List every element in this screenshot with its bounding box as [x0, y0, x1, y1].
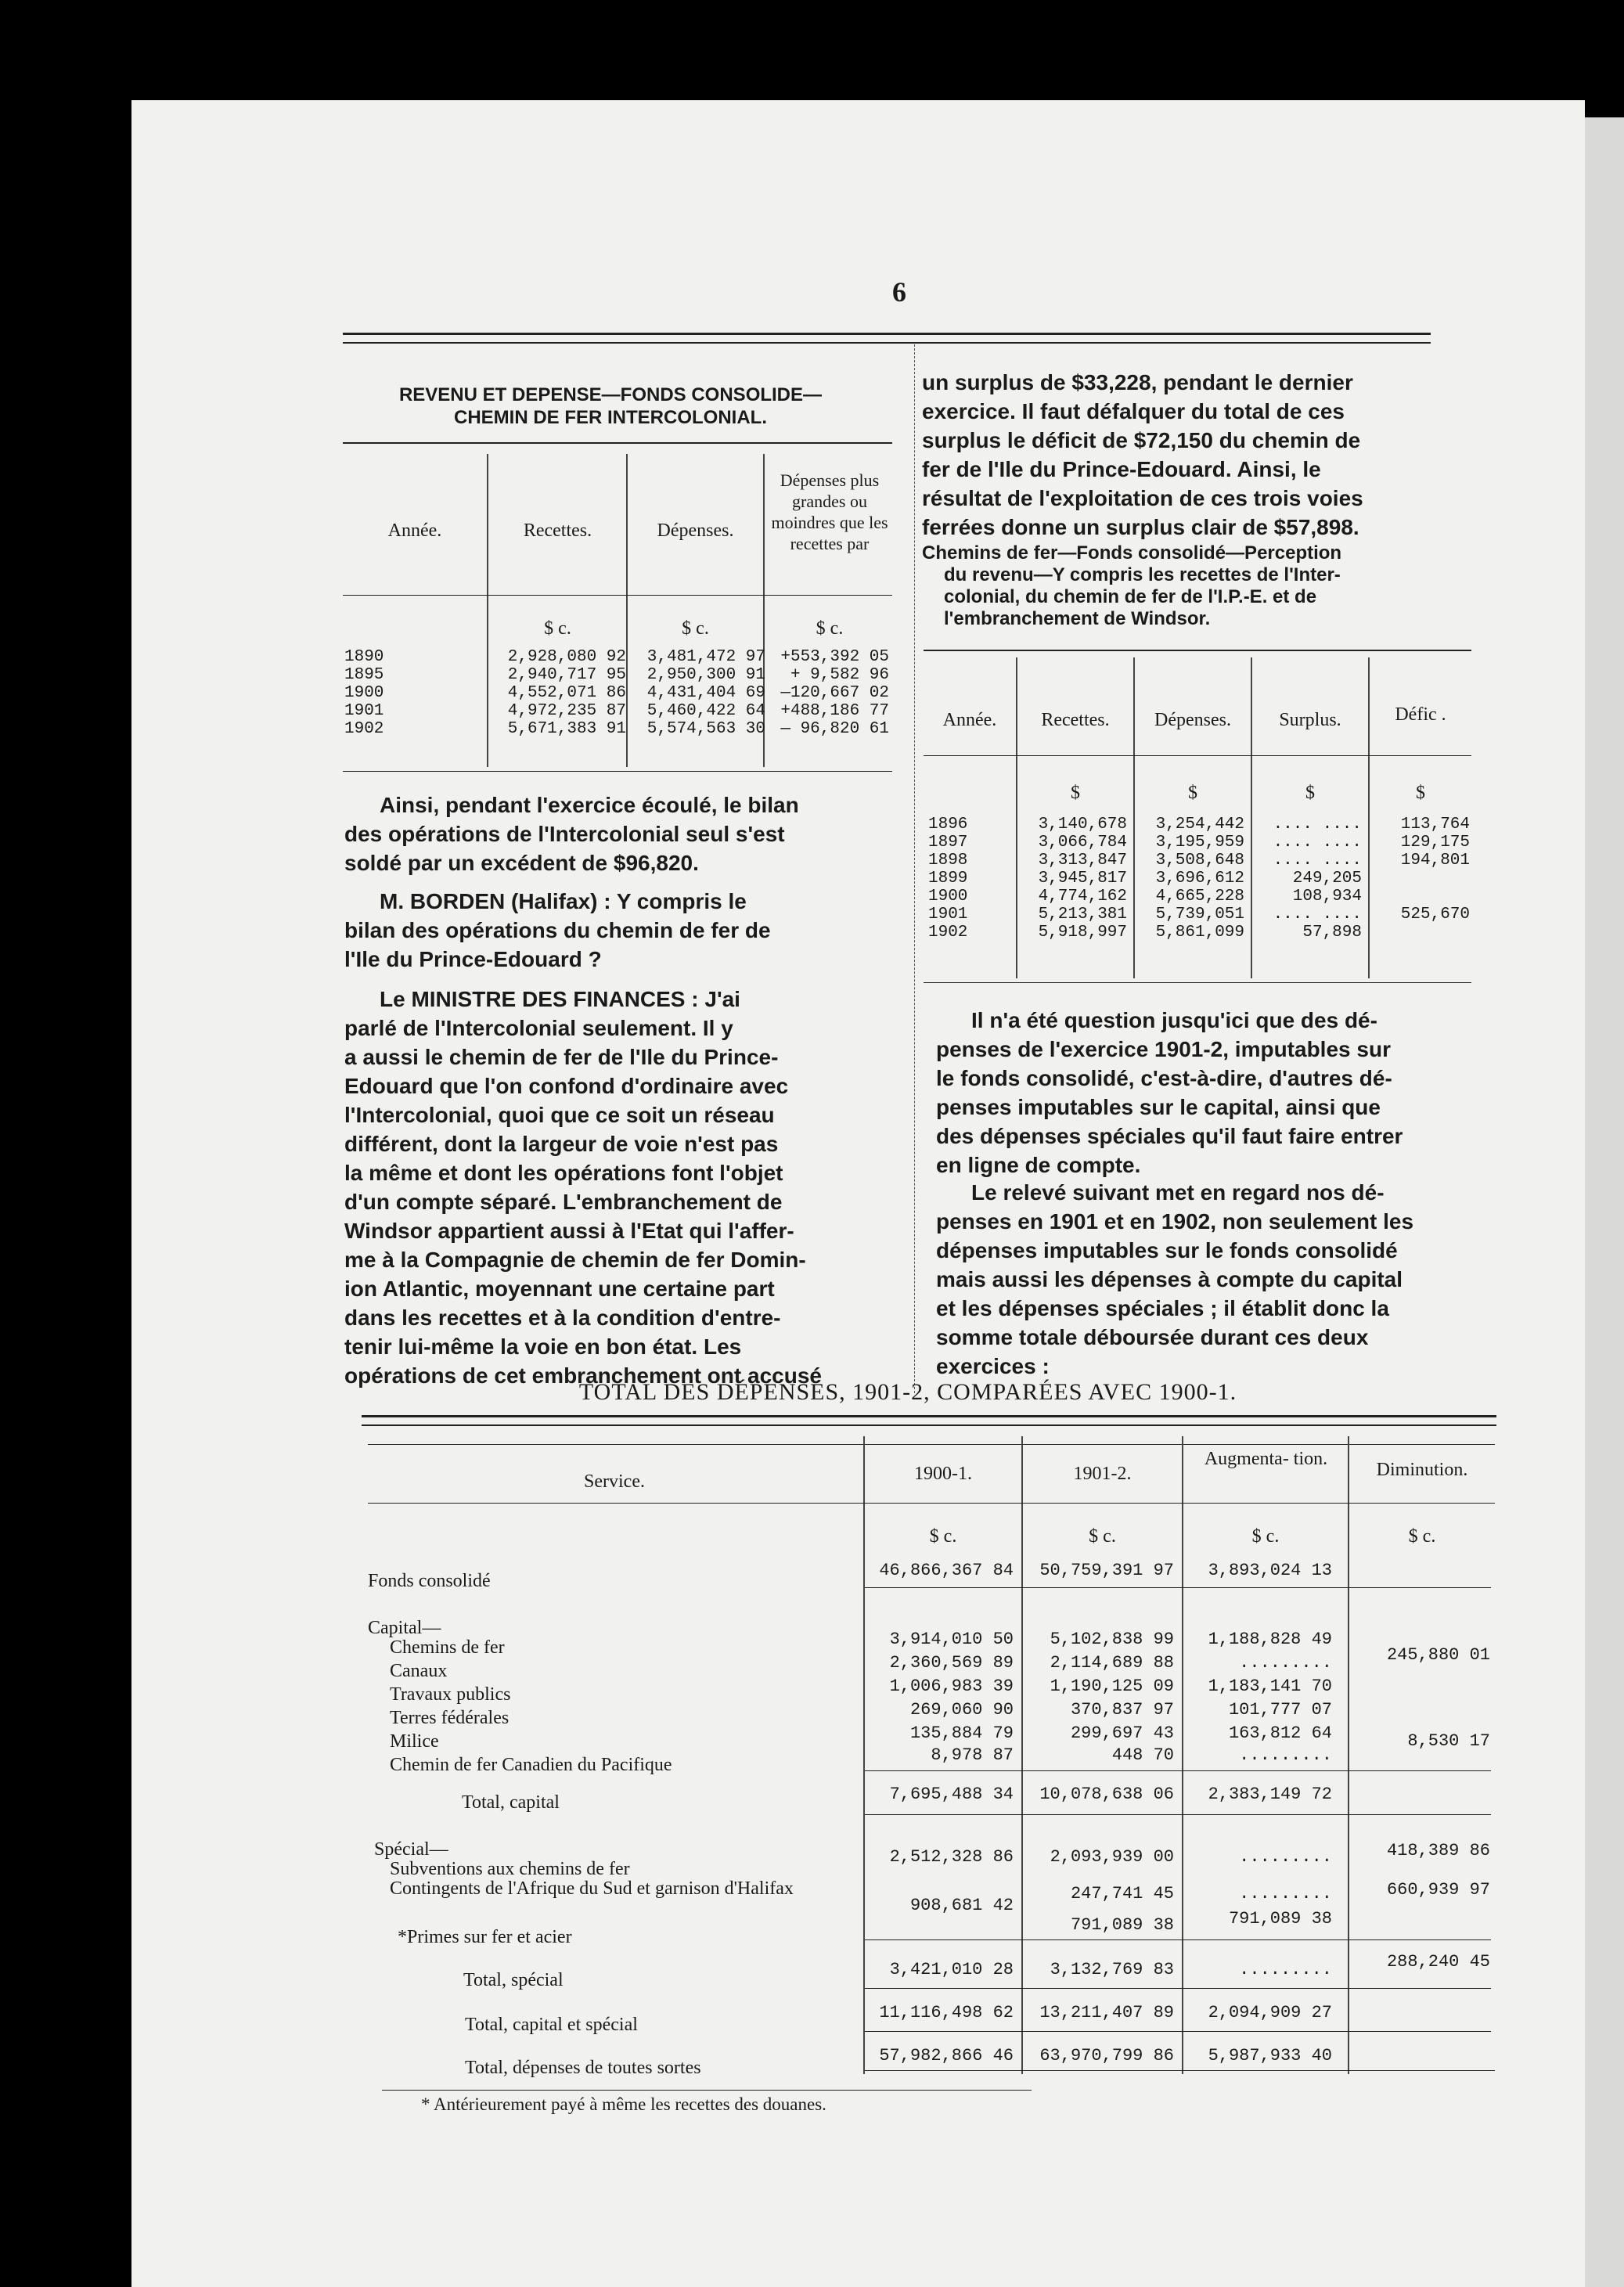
row-rule: [865, 1939, 1491, 1940]
value-cell: 3,893,024 13: [1208, 1561, 1332, 1580]
value-cell: 194,801: [1400, 852, 1470, 870]
value-cell: 63,970,799 86: [1039, 2046, 1174, 2066]
year-cell: 1900: [928, 888, 968, 906]
text-line: mais aussi les dépenses à compte du capital: [936, 1267, 1403, 1291]
value-cell: 5,102,838 99: [1050, 1630, 1174, 1649]
value-cell: 3,066,784: [1038, 834, 1127, 852]
value-cell: 108,934: [1292, 888, 1362, 906]
value-cell: +488,186 77: [780, 702, 889, 720]
table1-unit: $ c.: [682, 618, 709, 639]
year-cell: 1897: [928, 834, 968, 852]
value-cell: [1362, 924, 1470, 942]
table1-header-difference: Dépenses plus grandes ou moindres que les recettes par: [771, 470, 888, 553]
value-cell: 10,078,638 06: [1039, 1785, 1174, 1804]
value-cell: 57,982,866 46: [879, 2046, 1014, 2066]
table1-unit: $ c.: [816, 618, 844, 639]
text-line: Edouard que l'on confond d'ordinaire avec: [344, 1074, 789, 1098]
table-row: [344, 720, 892, 738]
value-cell: 5,918,997: [1038, 924, 1127, 942]
value-cell: 2,950,300 91: [646, 666, 765, 684]
text-line: tenir lui-même la voie en bon état. Les: [344, 1334, 742, 1359]
year-cell: 1896: [928, 816, 968, 834]
row-rule: [865, 1770, 1491, 1771]
table3-header-1900: 1900-1.: [914, 1464, 972, 1484]
value-cell: 5,460,422 64: [646, 702, 765, 720]
value-cell: 269,060 90: [909, 1700, 1014, 1720]
value-cell: 163,812 64: [1228, 1723, 1332, 1743]
value-cell: 3,914,010 50: [889, 1630, 1014, 1649]
table2-title-line: Chemins de fer—Fonds consolidé—Perception: [922, 542, 1342, 564]
value-cell: 1,006,983 39: [889, 1677, 1014, 1696]
table2-header-year: Année.: [942, 710, 997, 730]
table1-unit: $ c.: [544, 618, 571, 639]
table1-top-rule: [343, 442, 892, 444]
value-cell: 7,695,488 34: [889, 1785, 1014, 1804]
row-label: Chemins de fer: [390, 1637, 505, 1658]
value-cell: 2,093,939 00: [1050, 1847, 1174, 1867]
table2-unit: $: [1188, 783, 1197, 803]
text-line: différent, dont la largeur de voie n'est pas: [344, 1132, 779, 1156]
table2-unit: $: [1071, 783, 1080, 803]
value-cell: 5,861,099: [1155, 924, 1244, 942]
value-cell: 3,132,769 83: [1050, 1960, 1174, 1979]
table2-header-receipts: Recettes.: [1041, 710, 1110, 730]
text-line: des opérations de l'Intercolonial seul s'est: [344, 822, 785, 846]
row-rule: [865, 2031, 1491, 2032]
value-cell: 4,431,404 69: [646, 684, 765, 702]
year-cell: 1902: [928, 924, 968, 942]
table2-unit: $: [1416, 783, 1425, 803]
column-divider: [914, 344, 915, 1393]
table-row: [344, 648, 892, 666]
year-cell: 1901: [928, 906, 968, 924]
table3-top-rule-2: [362, 1424, 1496, 1426]
text-line: un surplus de $33,228, pendant le dernier: [922, 370, 1353, 394]
value-cell: 101,777 07: [1228, 1700, 1332, 1720]
value-cell: .... ....: [1273, 852, 1362, 870]
row-label: Fonds consolidé: [368, 1571, 491, 1591]
table2-title-line: du revenu—Y compris les recettes de l'Inter-: [944, 564, 1341, 585]
table1-header-expenses: Dépenses.: [657, 520, 734, 541]
value-cell: 11,116,498 62: [879, 2003, 1014, 2022]
value-cell: 5,987,933 40: [1208, 2046, 1332, 2066]
table3-top-rule: [362, 1415, 1496, 1417]
table2-header-rule: [924, 755, 1471, 756]
year-cell: 1899: [928, 870, 968, 888]
text-line: l'Intercolonial, quoi que ce soit un réseau: [344, 1103, 775, 1127]
table2-header-expenses: Dépenses.: [1154, 710, 1231, 730]
text-line: parlé de l'Intercolonial seulement. Il y: [344, 1016, 733, 1040]
value-cell: 57,898: [1302, 924, 1362, 942]
year-cell: 1895: [344, 666, 384, 684]
table3-unit: $ c.: [1089, 1526, 1116, 1547]
row-rule: [865, 1587, 1491, 1588]
value-cell: .... ....: [1273, 834, 1362, 852]
right-paragraph-2: [936, 1006, 1492, 1180]
value-cell: .........: [1239, 1884, 1332, 1903]
value-cell: 5,574,563 30: [646, 720, 765, 738]
year-cell: 1890: [344, 648, 384, 666]
value-cell: 299,697 43: [1070, 1723, 1174, 1743]
year-cell: 1902: [344, 720, 384, 738]
row-label: *Primes sur fer et acier: [398, 1927, 572, 1947]
text-line: Ainsi, pendant l'exercice écoulé, le bilan: [380, 793, 799, 817]
table1-header-rule: [343, 595, 892, 596]
right-paragraph-1: [922, 368, 1470, 542]
value-cell: 1,188,828 49: [1208, 1630, 1332, 1649]
value-cell: 3,140,678: [1038, 816, 1127, 834]
text-line: fer de l'Ile du Prince-Edouard. Ainsi, le: [922, 457, 1321, 481]
text-line: penses de l'exercice 1901-2, imputables sur: [936, 1037, 1391, 1061]
value-cell: 2,383,149 72: [1208, 1785, 1332, 1804]
value-cell: 113,764: [1400, 816, 1470, 834]
table-row: [344, 666, 892, 684]
value-cell: 1,190,125 09: [1050, 1677, 1174, 1696]
value-cell: 5,671,383 91: [507, 720, 626, 738]
value-cell: .... ....: [1273, 906, 1362, 924]
value-cell: 3,254,442: [1155, 816, 1244, 834]
table2-top-rule: [924, 650, 1471, 651]
table1-header-receipts: Recettes.: [523, 520, 592, 541]
row-label: Total, capital: [462, 1792, 560, 1813]
value-cell: 2,114,689 88: [1050, 1653, 1174, 1673]
value-cell: 1,183,141 70: [1208, 1677, 1332, 1696]
value-cell: .........: [1239, 1653, 1332, 1673]
value-cell: 370,837 97: [1070, 1700, 1174, 1720]
row-label: Canaux: [390, 1661, 448, 1681]
value-cell: 3,481,472 97: [646, 648, 765, 666]
text-line: résultat de l'exploitation de ces trois voies: [922, 486, 1363, 510]
row-label: Chemin de fer Canadien du Pacifique: [390, 1755, 672, 1775]
text-line: l'Ile du Prince-Edouard ?: [344, 947, 602, 971]
value-cell: 3,313,847: [1038, 852, 1127, 870]
value-cell: 288,240 45: [1386, 1952, 1490, 1972]
value-cell: 2,094,909 27: [1208, 2003, 1332, 2022]
left-paragraph-2: [344, 887, 908, 974]
page-edge: [1585, 117, 1624, 2287]
table2-body: [928, 816, 1476, 942]
row-label: Travaux publics: [390, 1684, 511, 1705]
row-label: Milice: [390, 1731, 439, 1752]
footnote: * Antérieurement payé à même les recettes des douanes.: [421, 2094, 826, 2114]
text-line: a aussi le chemin de fer de l'Ile du Prince-: [344, 1045, 779, 1069]
value-cell: 5,213,381: [1038, 906, 1127, 924]
left-paragraph-3: [344, 985, 908, 1390]
table2-header-surplus: Surplus.: [1279, 710, 1341, 730]
table2-header-deficit: Défic .: [1395, 704, 1446, 725]
value-cell: 2,940,717 95: [507, 666, 626, 684]
row-label: Spécial—: [374, 1839, 448, 1860]
table-row: [928, 888, 1476, 906]
value-cell: 448 70: [1111, 1745, 1174, 1765]
table-row: [344, 702, 892, 720]
table3-bottom-rule: [865, 2070, 1495, 2071]
value-cell: 4,552,071 86: [507, 684, 626, 702]
value-cell: .........: [1239, 1960, 1332, 1979]
text-line: dépenses imputables sur le fonds consolidé: [936, 1238, 1398, 1262]
value-cell: 3,508,648: [1155, 852, 1244, 870]
table3-unit: $ c.: [1408, 1526, 1436, 1547]
text-line: surplus le déficit de $72,150 du chemin de: [922, 428, 1361, 452]
value-cell: .........: [1239, 1745, 1332, 1765]
text-line: Le relevé suivant met en regard nos dé-: [971, 1180, 1385, 1205]
value-cell: 4,665,228: [1155, 888, 1244, 906]
text-line: me à la Compagnie de chemin de fer Domin-: [344, 1248, 806, 1272]
value-cell: 247,741 45: [1070, 1884, 1174, 1903]
value-cell: [1362, 870, 1470, 888]
left-paragraph-1: [344, 791, 908, 877]
table3-header-service: Service.: [584, 1471, 645, 1492]
value-cell: 908,681 42: [909, 1896, 1014, 1915]
table-row: [928, 834, 1476, 852]
value-cell: — 96,820 61: [780, 720, 889, 738]
value-cell: 3,945,817: [1038, 870, 1127, 888]
value-cell: —120,667 02: [780, 684, 889, 702]
text-line: la même et dont les opérations font l'objet: [344, 1161, 783, 1185]
table-row: [928, 906, 1476, 924]
table1-body: [344, 648, 892, 738]
value-cell: 135,884 79: [909, 1723, 1014, 1743]
value-cell: + 9,582 96: [790, 666, 889, 684]
row-label: Capital—: [368, 1618, 441, 1638]
table-row: [344, 684, 892, 702]
table1-header-year: Année.: [387, 520, 442, 541]
header-rule-2: [343, 342, 1431, 344]
text-line: exercice. Il faut défalquer du total de ces: [922, 399, 1345, 423]
value-cell: 129,175: [1400, 834, 1470, 852]
value-cell: 525,670: [1400, 906, 1470, 924]
year-cell: 1900: [344, 684, 384, 702]
text-line: M. BORDEN (Halifax) : Y compris le: [380, 889, 747, 913]
value-cell: 50,759,391 97: [1039, 1561, 1174, 1580]
row-label: Total, spécial: [463, 1970, 564, 1990]
value-cell: 8,530 17: [1407, 1731, 1490, 1751]
header-rule: [343, 333, 1431, 335]
value-cell: 5,739,051: [1155, 906, 1244, 924]
row-label: Terres fédérales: [390, 1708, 510, 1728]
table2-title-line: l'embranchement de Windsor.: [944, 608, 1211, 629]
value-cell: 46,866,367 84: [879, 1561, 1014, 1580]
table-row: [928, 870, 1476, 888]
value-cell: 13,211,407 89: [1039, 2003, 1174, 2022]
value-cell: 791,089 38: [1070, 1915, 1174, 1935]
table3-unit: $ c.: [1251, 1526, 1280, 1547]
text-line: Le MINISTRE DES FINANCES : J'ai: [380, 987, 740, 1011]
value-cell: 4,774,162: [1038, 888, 1127, 906]
table3-header-top: [368, 1444, 1495, 1445]
row-rule: [865, 1814, 1491, 1815]
value-cell: .... ....: [1273, 816, 1362, 834]
value-cell: +553,392 05: [780, 648, 889, 666]
value-cell: [1362, 888, 1470, 906]
table3-title: TOTAL DES DÉPENSES, 1901-2, COMPARÉES AVEC 1900-1.: [578, 1379, 1237, 1405]
text-line: des dépenses spéciales qu'il faut faire entrer: [936, 1124, 1403, 1148]
row-label: Contingents de l'Afrique du Sud et garnison d'Halifax: [390, 1878, 794, 1899]
table-row: [928, 924, 1476, 942]
table2-unit: $: [1305, 783, 1315, 803]
text-line: somme totale déboursée durant ces deux: [936, 1325, 1369, 1349]
right-paragraph-3: [936, 1178, 1492, 1381]
text-line: bilan des opérations du chemin de fer de: [344, 918, 771, 942]
table3-header-decrease: Diminution.: [1376, 1460, 1468, 1480]
table1-title-line: CHEMIN DE FER INTERCOLONIAL.: [454, 407, 767, 428]
value-cell: 2,928,080 92: [507, 648, 626, 666]
text-line: ion Atlantic, moyennant une certaine part: [344, 1277, 775, 1301]
row-label: Total, dépenses de toutes sortes: [465, 2058, 701, 2078]
text-line: d'un compte séparé. L'embranchement de: [344, 1190, 783, 1214]
table3-unit: $ c.: [929, 1526, 957, 1547]
text-line: penses en 1901 et en 1902, non seulement les: [936, 1209, 1414, 1234]
value-cell: 2,512,328 86: [889, 1847, 1014, 1867]
row-label: Subventions aux chemins de fer: [390, 1859, 630, 1879]
text-line: en ligne de compte.: [936, 1153, 1141, 1177]
text-line: penses imputables sur le capital, ainsi que: [936, 1095, 1381, 1119]
table2-title: [922, 542, 1478, 630]
value-cell: 3,421,010 28: [889, 1960, 1014, 1979]
row-label: Total, capital et spécial: [465, 2015, 638, 2035]
value-cell: 249,205: [1292, 870, 1362, 888]
text-line: dans les recettes et à la condition d'entre-: [344, 1306, 781, 1330]
value-cell: 3,195,959: [1155, 834, 1244, 852]
value-cell: 2,360,569 89: [889, 1653, 1014, 1673]
text-line: Windsor appartient aussi à l'Etat qui l'affer-: [344, 1219, 794, 1243]
text-line: ferrées donne un surplus clair de $57,898.: [922, 515, 1359, 539]
table2-title-line: colonial, du chemin de fer de l'I.P.-E. et de: [944, 586, 1317, 607]
page-number: 6: [892, 276, 906, 308]
text-line: et les dépenses spéciales ; il établit donc la: [936, 1296, 1389, 1320]
table3-header-1901: 1901-2.: [1073, 1464, 1132, 1484]
value-cell: 660,939 97: [1386, 1880, 1490, 1900]
text-line: opérations de cet embranchement ont accusé: [344, 1363, 822, 1388]
text-line: Il n'a été question jusqu'ici que des dé-: [971, 1008, 1377, 1032]
value-cell: 245,880 01: [1386, 1645, 1490, 1665]
table3-header-increase: Augmenta- tion.: [1204, 1449, 1328, 1469]
text-line: le fonds consolidé, c'est-à-dire, d'autres dé-: [936, 1066, 1392, 1090]
row-rule: [865, 1988, 1491, 1989]
table-row: [928, 816, 1476, 834]
value-cell: 8,978 87: [931, 1745, 1014, 1765]
table-row: [928, 852, 1476, 870]
text-line: soldé par un excédent de $96,820.: [344, 851, 699, 875]
table3-header-rule: [368, 1503, 1495, 1504]
year-cell: 1901: [344, 702, 384, 720]
table1-title: [337, 384, 884, 429]
value-cell: 418,389 86: [1386, 1841, 1490, 1860]
value-cell: 791,089 38: [1228, 1909, 1332, 1929]
year-cell: 1898: [928, 852, 968, 870]
table1-title-line: REVENU ET DEPENSE—FONDS CONSOLIDE—: [398, 384, 823, 405]
text-line: exercices :: [936, 1354, 1050, 1378]
table2-bottom-rule: [924, 982, 1471, 983]
value-cell: .........: [1239, 1847, 1332, 1867]
value-cell: 3,696,612: [1155, 870, 1244, 888]
value-cell: 4,972,235 87: [507, 702, 626, 720]
footnote-rule: [382, 2090, 1032, 2091]
table1-bottom-rule: [343, 771, 892, 772]
